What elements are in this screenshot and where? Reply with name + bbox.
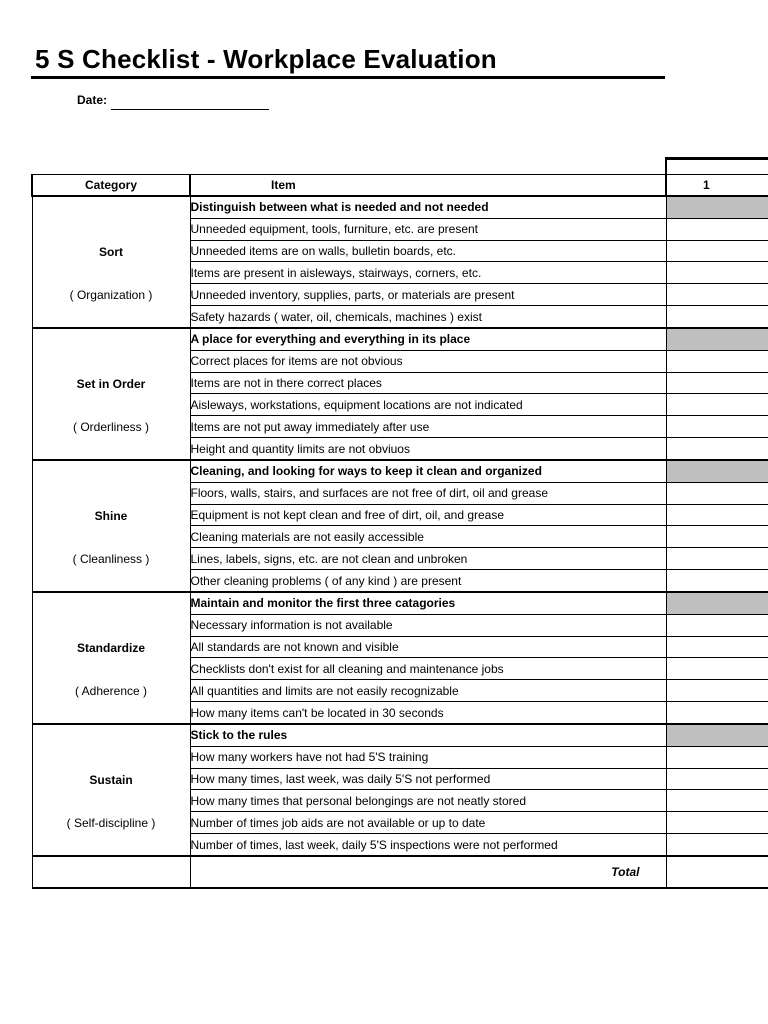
category-cell (32, 592, 190, 724)
date-field[interactable] (111, 109, 269, 110)
score-cell[interactable] (666, 416, 768, 438)
checklist-item: Height and quantity limits are not obviuos (190, 438, 666, 460)
score-cell[interactable] (666, 240, 768, 262)
category-subtitle: ( Organization ) (69, 288, 153, 302)
category-subtitle: ( Adherence ) (74, 684, 148, 698)
title-underline (31, 76, 665, 79)
page-title: 5 S Checklist - Workplace Evaluation (35, 44, 497, 74)
category-name: Standardize (76, 641, 145, 655)
score-cell[interactable] (666, 218, 768, 240)
group-heading: Distinguish between what is needed and not needed (190, 196, 666, 218)
group-heading-row (32, 592, 768, 614)
checklist-item: Number of times job aids are not available or up to date (190, 812, 666, 834)
category-label-block (33, 197, 190, 327)
score-cell[interactable] (666, 768, 768, 790)
checklist-item: Items are not in there correct places (190, 372, 666, 394)
checklist-item: How many times that personal belongings are not neatly stored (190, 790, 666, 812)
category-label-block (33, 725, 190, 855)
group-heading: Maintain and monitor the first three catagories (190, 592, 666, 614)
category-subtitle: ( Orderliness ) (72, 420, 149, 434)
score-column-top-border (665, 157, 768, 160)
category-subtitle: ( Cleanliness ) (72, 552, 150, 566)
score-cell[interactable] (666, 526, 768, 548)
checklist-item: How many items can't be located in 30 seconds (190, 702, 666, 724)
category-name: Shine (94, 509, 128, 523)
score-cell[interactable] (666, 394, 768, 416)
checklist-item: Aisleways, workstations, equipment locations are not indicated (190, 394, 666, 416)
score-cell[interactable] (666, 262, 768, 284)
category-name: Sustain (89, 773, 133, 787)
total-score-cell[interactable] (666, 856, 768, 888)
score-cell[interactable] (666, 658, 768, 680)
score-cell[interactable] (666, 548, 768, 570)
score-cell[interactable] (666, 614, 768, 636)
score-cell-shaded (666, 328, 768, 350)
total-category-cell (32, 856, 190, 888)
checklist-table (31, 174, 768, 889)
checklist-body (32, 196, 768, 888)
checklist-item: Unneeded equipment, tools, furniture, etc. are present (190, 218, 666, 240)
checklist-item: Items are present in aisleways, stairways, corners, etc. (190, 262, 666, 284)
category-cell (32, 460, 190, 592)
category-subtitle: ( Self-discipline ) (66, 816, 156, 830)
checklist-item: Checklists don't exist for all cleaning and maintenance jobs (190, 658, 666, 680)
category-name: Sort (99, 245, 123, 259)
group-heading: A place for everything and everything in its place (190, 328, 666, 350)
checklist-item: All quantities and limits are not easily recognizable (190, 680, 666, 702)
checklist-item: Necessary information is not available (190, 614, 666, 636)
score-cell-shaded (666, 592, 768, 614)
score-cell[interactable] (666, 812, 768, 834)
group-heading: Stick to the rules (190, 724, 666, 746)
checklist-item: Correct places for items are not obvious (190, 350, 666, 372)
category-label-block (33, 461, 190, 591)
score-cell[interactable] (666, 350, 768, 372)
checklist-item: Items are not put away immediately after use (190, 416, 666, 438)
score-cell[interactable] (666, 372, 768, 394)
checklist-item: How many times, last week, was daily 5'S not performed (190, 768, 666, 790)
score-cell[interactable] (666, 834, 768, 856)
checklist-item: Other cleaning problems ( of any kind ) are present (190, 570, 666, 592)
header-category: Category (32, 175, 190, 197)
score-cell[interactable] (666, 746, 768, 768)
table-header-row (32, 175, 768, 197)
checklist-item: How many workers have not had 5'S training (190, 746, 666, 768)
score-cell[interactable] (666, 504, 768, 526)
checklist-item: Cleaning materials are not easily accessible (190, 526, 666, 548)
score-cell[interactable] (666, 702, 768, 724)
score-cell[interactable] (666, 636, 768, 658)
total-row (32, 856, 768, 888)
header-score: 1 (666, 175, 768, 197)
checklist-item: Lines, labels, signs, etc. are not clean and unbroken (190, 548, 666, 570)
group-heading-row (32, 328, 768, 350)
category-cell (32, 196, 190, 328)
checklist-item: Number of times, last week, daily 5'S inspections were not performed (190, 834, 666, 856)
score-cell-shaded (666, 460, 768, 482)
checklist-item: Unneeded items are on walls, bulletin boards, etc. (190, 240, 666, 262)
group-heading-row (32, 196, 768, 218)
score-cell[interactable] (666, 438, 768, 460)
checklist-item: Unneeded inventory, supplies, parts, or materials are present (190, 284, 666, 306)
category-cell (32, 328, 190, 460)
header-item: Item (190, 175, 666, 197)
checklist-item: All standards are not known and visible (190, 636, 666, 658)
score-cell[interactable] (666, 284, 768, 306)
score-cell[interactable] (666, 306, 768, 328)
category-label-block (33, 593, 190, 723)
score-cell[interactable] (666, 482, 768, 504)
group-heading-row (32, 460, 768, 482)
score-cell[interactable] (666, 570, 768, 592)
checklist-item: Safety hazards ( water, oil, chemicals, machines ) exist (190, 306, 666, 328)
category-cell (32, 724, 190, 856)
date-label: Date: (77, 93, 108, 107)
total-label: Total (190, 856, 666, 888)
score-cell[interactable] (666, 680, 768, 702)
group-heading: Cleaning, and looking for ways to keep it clean and organized (190, 460, 666, 482)
group-heading-row (32, 724, 768, 746)
score-cell[interactable] (666, 790, 768, 812)
category-label-block (33, 329, 190, 459)
checklist-item: Floors, walls, stairs, and surfaces are not free of dirt, oil and grease (190, 482, 666, 504)
score-cell-shaded (666, 724, 768, 746)
checklist-item: Equipment is not kept clean and free of dirt, oil, and grease (190, 504, 666, 526)
score-cell-shaded (666, 196, 768, 218)
category-name: Set in Order (76, 377, 146, 391)
